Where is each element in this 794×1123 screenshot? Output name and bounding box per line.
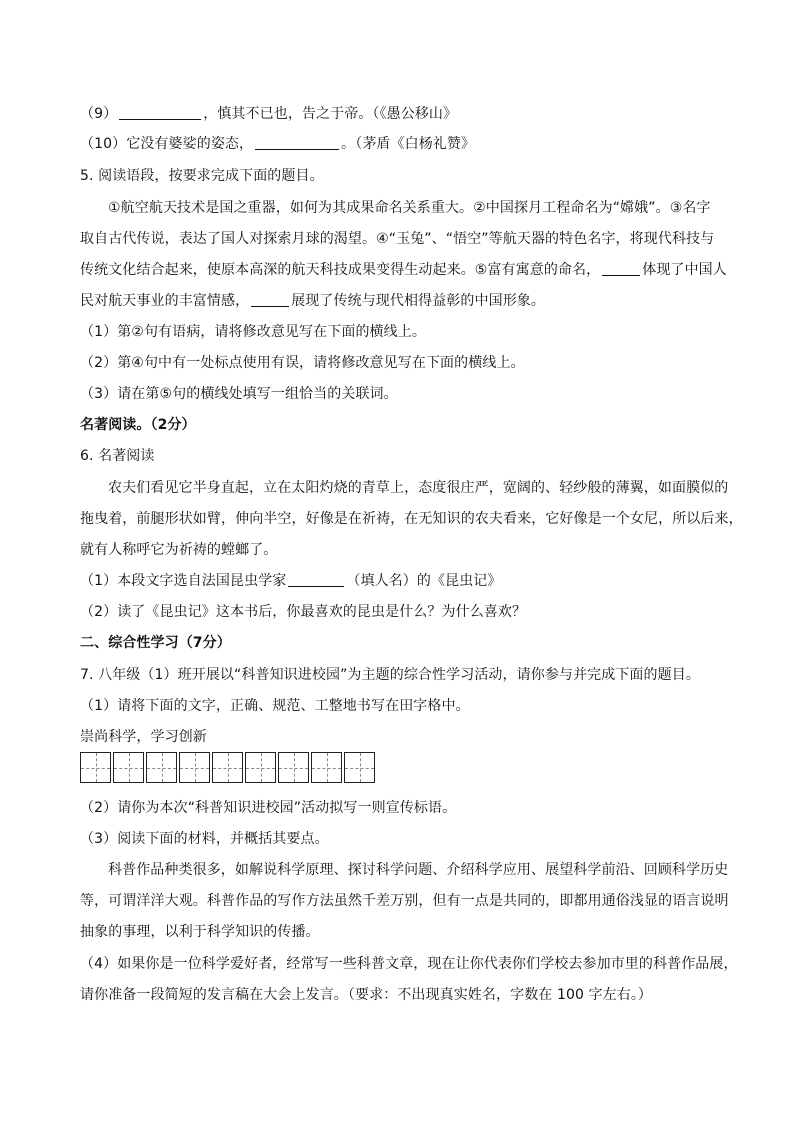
q5-para-line-1: ①航空航天技术是国之重器，如何为其成果命名关系重大。②中国探月工程命名为“嫦娥”。③名字 — [108, 200, 711, 216]
q5-sub3: （3）请在第⑤句的横线处填写一组恰当的关联词。 — [80, 386, 398, 402]
section-classics-heading: 名著阅读。（2分） — [80, 417, 196, 433]
q6-sub1 — [80, 571, 730, 591]
q7-material-line-2: 等，可谓洋洋大观。科普作品的写作方法虽然千差万别，但有一点是共同的，即都用通俗浅显的语言说明 — [80, 893, 729, 909]
q5-title: 5. 阅读语段，按要求完成下面的题目。 — [80, 168, 324, 184]
q7-sub4-line-1: （4）如果你是一位科学爱好者，经常写一些科普文章，现在让你代表你们学校去参加市里的科普作品展， — [80, 956, 738, 972]
q10-number: （10） — [80, 136, 127, 152]
q5-connective-blank-2[interactable] — [251, 292, 289, 307]
section-two-heading: 二、综合性学习（7分） — [80, 635, 231, 651]
q7-sub2: （2）请你为本次“科普知识进校园”活动拟写一则宣传标语。 — [80, 800, 457, 816]
q7-sub4-line-2: 请你准备一段简短的发言稿在大会上发言。（要求：不出现真实姓名，字数在 100 字左右。） — [80, 987, 653, 1003]
q10-blank[interactable] — [255, 135, 339, 150]
grid-cell[interactable] — [278, 752, 309, 783]
q6-para-line-1: 农夫们看见它半身直起，立在太阳灼烧的青草上，态度很庄严，宽阔的、轻纱般的薄翼，如面膜似的 — [108, 480, 729, 496]
grid-cell[interactable] — [245, 752, 276, 783]
q7-sub1: （1）请将下面的文字，正确、规范、工整地书写在田字格中。 — [80, 698, 470, 714]
q6-title: 6. 名著阅读 — [80, 448, 155, 464]
q6-sub1-text: （1）本段文字选自法国昆虫学家 — [80, 573, 287, 589]
q9-blank[interactable] — [119, 105, 201, 120]
q9-number: （9） — [80, 106, 118, 122]
grid-cell[interactable] — [113, 752, 144, 783]
grid-cell[interactable] — [311, 752, 342, 783]
q7-material-line-1: 科普作品种类很多，如解说科学原理、探讨科学问题、介绍科学应用、展望科学前沿、回顾科学历史 — [108, 862, 729, 878]
q5-para-text-c: 民对航天事业的丰富情感， — [80, 293, 250, 309]
tianzige-grid — [80, 752, 377, 783]
grid-cell[interactable] — [179, 752, 210, 783]
q10-text-after: 。（茅盾《白杨礼赞》 — [341, 136, 476, 152]
q10-line — [80, 134, 730, 154]
q5-para-text-b: 体现了中国人 — [642, 262, 727, 278]
q6-author-blank[interactable] — [288, 572, 344, 587]
q5-sub2: （2）第④句中有一处标点使用有误，请将修改意见写在下面的横线上。 — [80, 355, 525, 371]
grid-cell[interactable] — [146, 752, 177, 783]
q6-sub2: （2）读了《昆虫记》这本书后，你最喜欢的昆虫是什么？为什么喜欢？ — [80, 604, 527, 620]
q9-text: ，慎其不已也，告之于帝。（《愚公移山》 — [203, 106, 458, 122]
q5-sub1: （1）第②句有语病，请将修改意见写在下面的横线上。 — [80, 324, 426, 340]
q5-para-text: 传统文化结合起来，使原本高深的航天科技成果变得生动起来。⑤富有寓意的命名， — [80, 262, 601, 278]
q6-sub1-text-b: （填人名）的《昆虫记》 — [346, 573, 502, 589]
q7-title: 7. 八年级（1）班开展以“科普知识进校园”为主题的综合性学习活动，请你参与并完成下面的题目。 — [80, 667, 700, 683]
q7-copy-text: 崇尚科学，学习创新 — [80, 729, 207, 745]
grid-cell[interactable] — [80, 752, 111, 783]
q5-para-line-3 — [80, 260, 730, 280]
q9-line — [80, 104, 730, 124]
grid-cell[interactable] — [344, 752, 375, 783]
q5-para-text-d: 展现了传统与现代相得益彰的中国形象。 — [291, 293, 546, 309]
q10-text-before: 它没有婆娑的姿态， — [126, 136, 254, 152]
q7-sub3: （3）阅读下面的材料，并概括其要点。 — [80, 831, 329, 847]
grid-cell[interactable] — [212, 752, 243, 783]
q7-material-line-3: 抽象的事理，以利于科学知识的传播。 — [80, 924, 320, 940]
q5-para-line-2: 取自古代传说，表达了国人对探索月球的渴望。④“玉兔”、“悟空”等航天器的特色名字，将现代科技与 — [80, 231, 715, 247]
q5-connective-blank-1[interactable] — [602, 261, 640, 276]
q5-para-line-4 — [80, 291, 730, 311]
q6-para-line-2: 拖曳着，前腿形状如臂，伸向半空，好像是在祈祷，在无知识的农夫看来，它好像是一个女尼，所以后来， — [80, 511, 743, 527]
q6-para-line-3: 就有人称呼它为祈祷的螳螂了。 — [80, 542, 278, 558]
